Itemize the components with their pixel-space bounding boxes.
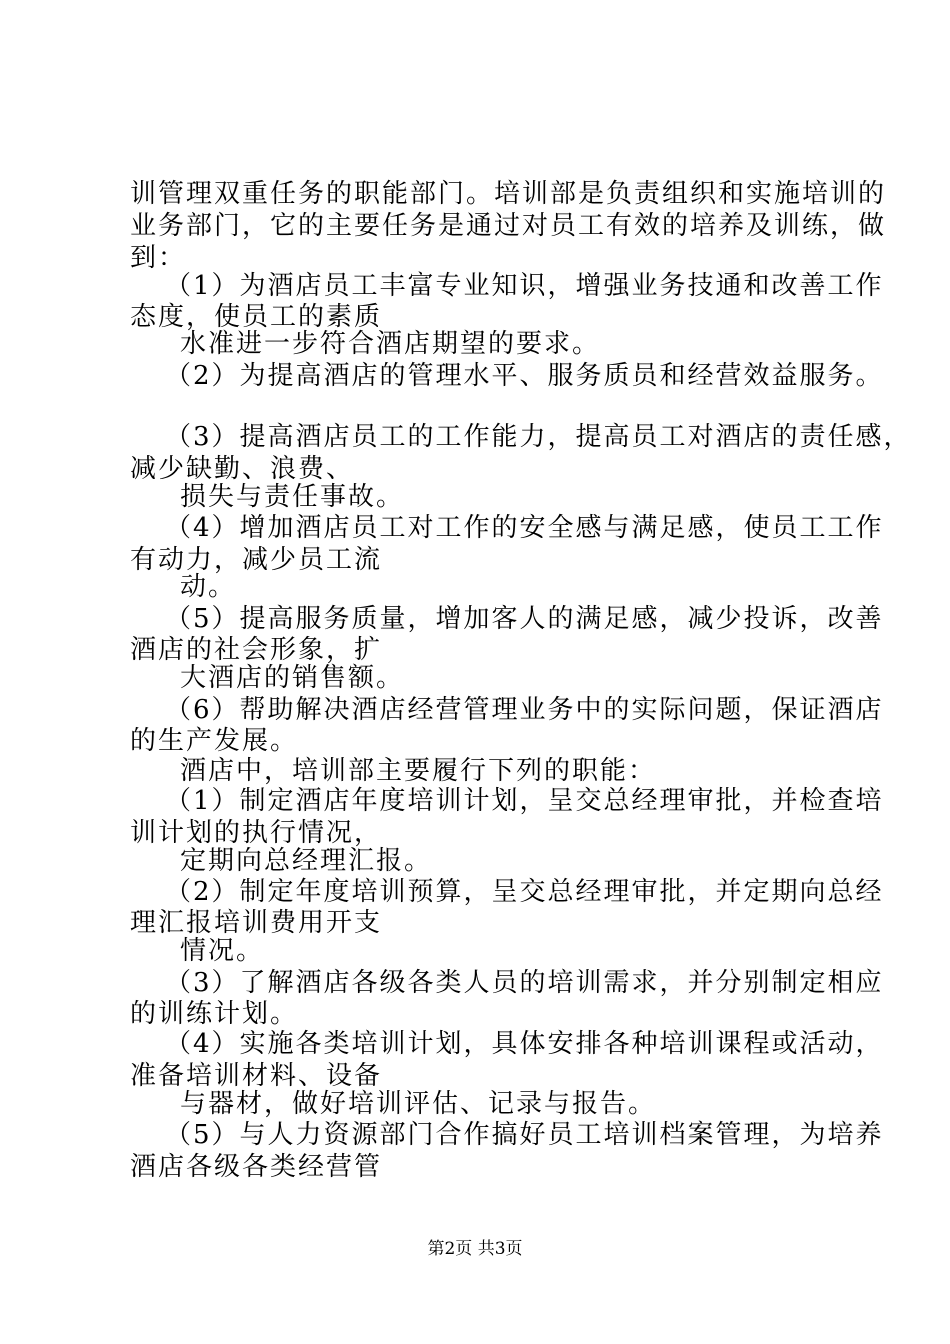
body-line: 损失与责任事故。 — [180, 482, 405, 512]
body-line: 的训练计划。 — [130, 999, 299, 1029]
body-line: 水准进一步符合酒店期望的要求。 — [180, 329, 601, 359]
body-line: （1）制定酒店年度培训计划，呈交总经理审批，并检查培 — [165, 786, 884, 816]
page-footer: 第2页 共3页 — [427, 1239, 523, 1259]
body-line: （1）为酒店员工丰富专业知识，增强业务技通和改善工作 — [165, 271, 884, 301]
body-line: （2）制定年度培训预算，呈交总经理审批，并定期向总经 — [165, 877, 884, 907]
body-line: 减少缺勤、浪费、 — [130, 454, 355, 484]
body-line: 准备培训材料、设备 — [130, 1061, 383, 1091]
body-line: 训管理双重任务的职能部门。培训部是负责组织和实施培训的 — [130, 179, 887, 209]
body-line: 训计划的执行情况， — [130, 818, 383, 848]
body-line: 与器材，做好培训评估、记录与报告。 — [180, 1089, 657, 1119]
body-line: 大酒店的销售额。 — [180, 663, 405, 693]
body-line: 情况。 — [180, 936, 265, 966]
body-line: 到： — [130, 243, 187, 273]
body-line: 的生产发展。 — [130, 726, 299, 756]
body-line: 业务部门，它的主要任务是通过对员工有效的培养及训练，做 — [130, 211, 887, 241]
body-line: 有动力，减少员工流 — [130, 545, 383, 575]
body-line: （4）实施各类培训计划，具体安排各种培训课程或活动， — [165, 1029, 884, 1059]
body-line: （5）与人力资源部门合作搞好员工培训档案管理，为培养 — [165, 1120, 884, 1150]
body-line: 理汇报培训费用开支 — [130, 908, 383, 938]
body-line: 定期向总经理汇报。 — [180, 846, 433, 876]
body-line: 酒店各级各类经营管 — [130, 1152, 383, 1182]
body-line: （3）提高酒店员工的工作能力，提高员工对酒店的责任感， — [165, 422, 912, 452]
body-line: （4）增加酒店员工对工作的安全感与满足感，使员工工作 — [165, 513, 884, 543]
body-line: 态度，使员工的素质 — [130, 302, 383, 332]
body-line: 动。 — [180, 572, 237, 602]
body-line: 酒店中，培训部主要履行下列的职能： — [180, 756, 657, 786]
body-line: （6）帮助解决酒店经营管理业务中的实际问题，保证酒店 — [165, 695, 884, 725]
body-line: （2）为提高酒店的管理水平、服务质员和经营效益服务。 — [165, 361, 884, 391]
body-line: 酒店的社会形象，扩 — [130, 635, 383, 665]
body-line: （3）了解酒店各级各类人员的培训需求，并分别制定相应 — [165, 968, 884, 998]
body-line: （5）提高服务质量，增加客人的满足感，减少投诉，改善 — [165, 604, 884, 634]
